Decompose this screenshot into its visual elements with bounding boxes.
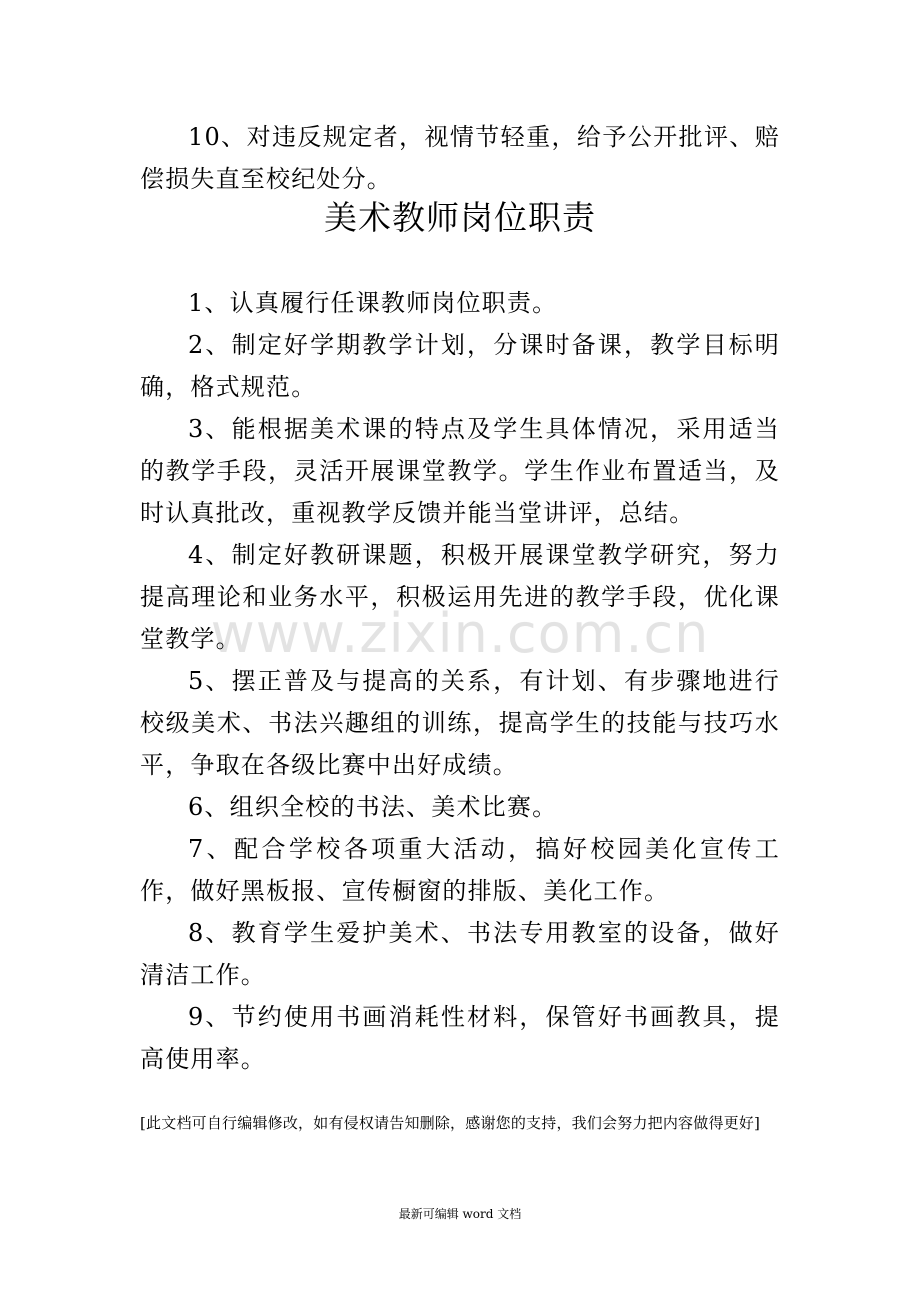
- item-number: 10、: [188, 123, 247, 151]
- item-number: 9、: [188, 1003, 232, 1031]
- item-number: 1、: [188, 289, 230, 317]
- item-text: 教育学生爱护美术、书法专用教室的设备，做好清洁工作。: [140, 919, 780, 989]
- list-item: [140, 282, 780, 324]
- item-text: 组织全校的书法、美术比赛。: [229, 793, 558, 821]
- list-item: [140, 912, 780, 996]
- item-text: 对违反规定者，视情节轻重，给予公开批评、赔偿损失直至校纪处分。: [140, 123, 780, 193]
- item-text: 能根据美术课的特点及学生具体情况，采用适当的教学手段，灵活开展课堂教学。学生作业布置适当，及时认真批改，重视教学反馈并能当堂讲评，总结。: [140, 415, 780, 527]
- list-item: [140, 534, 780, 660]
- item-text: 节约使用书画消耗性材料，保管好书画教具，提高使用率。: [140, 1003, 780, 1073]
- item-text: 认真履行任课教师岗位职责。: [229, 289, 558, 317]
- list-item: [140, 996, 780, 1080]
- list-item: [140, 786, 780, 828]
- item-number: 5、: [188, 667, 232, 695]
- intro-item: [140, 116, 780, 200]
- item-text: 制定好学期教学计划，分课时备课，教学目标明确，格式规范。: [140, 331, 780, 401]
- item-text: 制定好教研课题，积极开展课堂教学研究，努力提高理论和业务水平，积极运用先进的教学手段，优化课堂教学。: [140, 541, 780, 653]
- item-text: 配合学校各项重大活动，搞好校园美化宣传工作，做好黑板报、宣传橱窗的排版、美化工作。: [140, 835, 781, 905]
- list-item: [140, 828, 780, 912]
- edit-notice: [此文档可自行编辑修改，如有侵权请告知删除，感谢您的支持，我们会努力把内容做得更好]: [140, 1114, 761, 1132]
- item-number: 4、: [188, 541, 232, 569]
- item-number: 7、: [188, 835, 235, 863]
- item-number: 6、: [188, 793, 230, 821]
- page-footer: 最新可编辑 word 文档: [398, 1207, 522, 1221]
- item-number: 8、: [188, 919, 232, 947]
- list-item: [140, 324, 780, 408]
- item-number: 2、: [188, 331, 232, 359]
- document-title: 美术教师岗位职责: [324, 198, 596, 237]
- watermark: www.zixin.com.cn: [210, 602, 710, 665]
- item-number: 3、: [188, 415, 232, 443]
- list-item: [140, 408, 780, 534]
- list-item: [140, 660, 780, 786]
- item-text: 摆正普及与提高的关系，有计划、有步骤地进行校级美术、书法兴趣组的训练，提高学生的技能与技巧水平，争取在各级比赛中出好成绩。: [140, 667, 780, 779]
